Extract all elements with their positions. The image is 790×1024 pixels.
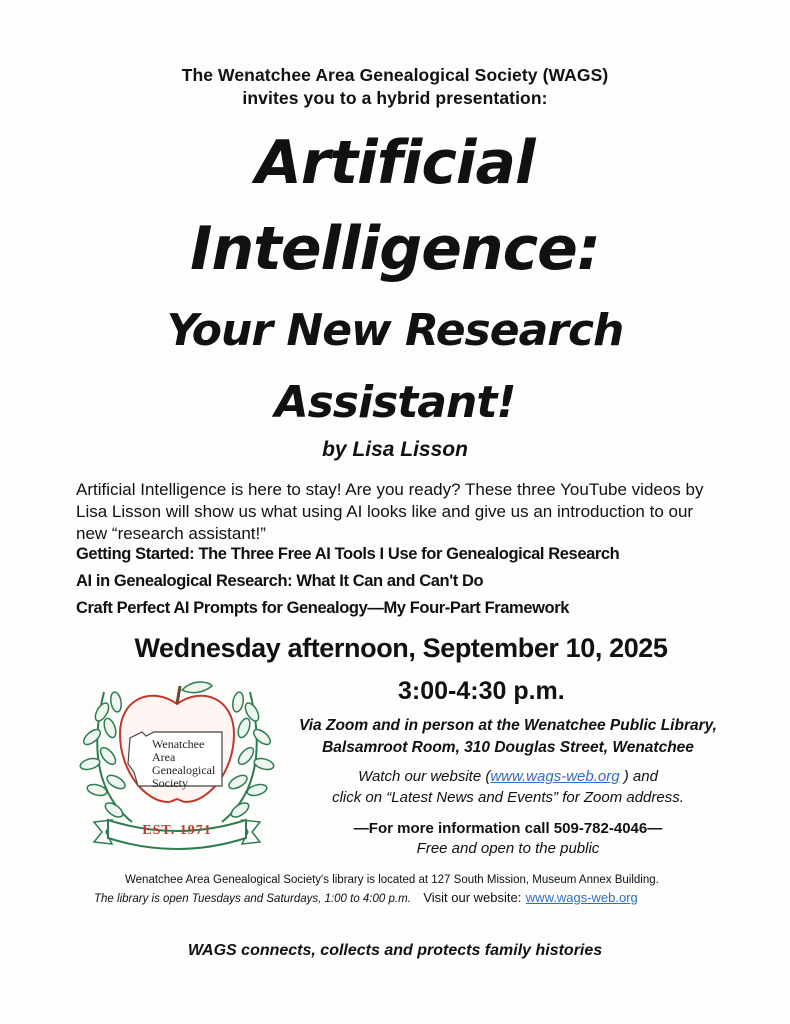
logo-name-line-3: Genealogical [152,763,216,777]
logo-name-line-4: Society [152,776,188,790]
video-title-1: Getting Started: The Three Free AI Tools I Use for Genealogical Research [76,545,620,563]
footer-website-link[interactable]: www.wags-web.org [525,890,638,905]
watch-suffix: ) and [619,768,658,785]
logo-est: EST. 1971 [142,823,212,838]
footer-hours: The library is open Tuesdays and Saturdays, 1:00 to 4:00 p.m. [94,893,411,905]
intro-line-3: new “research assistant!” [76,524,266,543]
header-line-1: The Wenatchee Area Genealogical Society (WAGS) [181,65,609,85]
watch-line-1 [268,768,748,785]
wags-logo [72,672,282,862]
website-link[interactable]: www.wags-web.org [490,768,620,785]
watch-line-2: click on “Latest News and Events” for Zoom address. [332,789,684,806]
byline: by Lisa Lisson [322,438,468,461]
intro-line-2: Lisa Lisson will show us what using AI looks like and give us an introduction to our [76,502,694,521]
venue-line-1: Via Zoom and in person at the Wenatchee Public Library, [298,717,717,734]
title-line-1: Artificial [255,128,535,198]
intro-line-1: Artificial Intelligence is here to stay! Are you ready? These three YouTube videos by [76,480,704,499]
header-line-2: invites you to a hybrid presentation: [242,88,548,108]
free-line: Free and open to the public [416,840,600,857]
logo-name-line-2: Area [152,750,176,764]
watch-prefix: Watch our website ( [358,768,491,785]
tagline: WAGS connects, collects and protects family histories [187,942,603,959]
title-line-2: Intelligence: [190,214,600,284]
logo-name-line-1: Wenatchee [152,737,205,751]
venue-line-2: Balsamroot Room, 310 Douglas Street, Wenatchee [322,739,694,756]
title-line-3: Your New Research [166,305,624,356]
info-line: —For more information call 509-782-4046— [353,820,663,837]
logo-name [152,738,215,790]
video-title-3: Craft Perfect AI Prompts for Genealogy—My Four-Part Framework [76,599,570,617]
title-line-4: Assistant! [274,377,516,428]
footer-visit-label: Visit our website: [423,890,522,905]
event-time: 3:00-4:30 p.m. [398,677,565,705]
footer-location: Wenatchee Area Genealogical Society's library is located at 127 South Mission, Museum Annex Building. [125,874,659,886]
video-title-2: AI in Genealogical Research: What It Can and Can't Do [76,572,484,590]
footer-hours-row [94,889,638,907]
event-date: Wednesday afternoon, September 10, 2025 [134,633,668,663]
